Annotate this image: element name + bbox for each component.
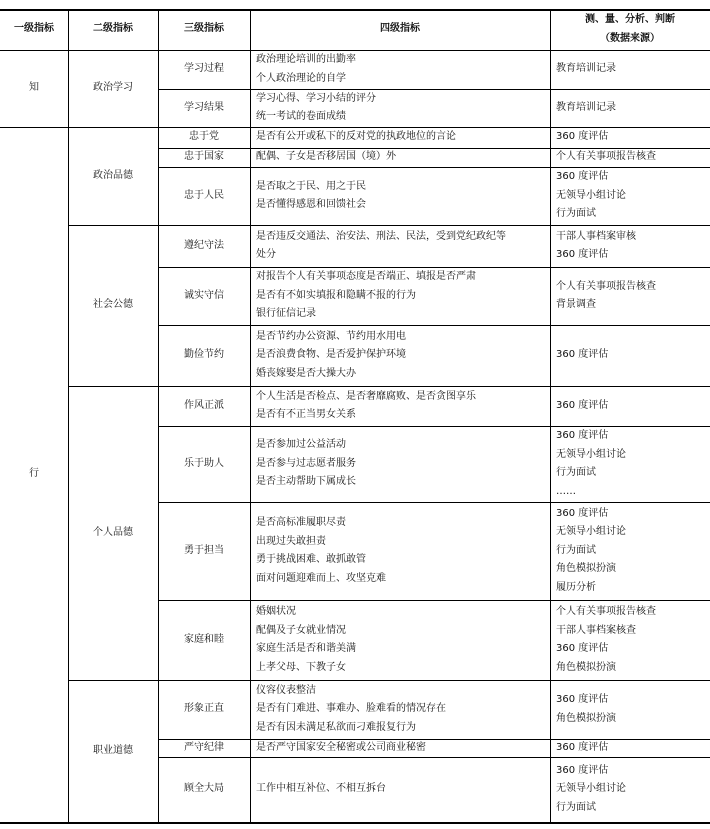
- level3-cell: [158, 680, 250, 739]
- level2-cell-text: 社会公德: [93, 299, 133, 311]
- header-level1: [0, 9, 68, 50]
- level4-cell-text: 仪容仪表整洁: [256, 684, 316, 696]
- source-cell-text: 角色模拟扮演: [556, 563, 616, 575]
- source-cell-text: 行为面试: [556, 208, 596, 220]
- header-level3-text: 三级指标: [184, 23, 224, 35]
- level4-cell-text: 婚姻状况: [256, 606, 296, 617]
- table-rule: [158, 325, 710, 326]
- level4-cell: [250, 267, 550, 325]
- level4-cell: [250, 127, 550, 148]
- level4-cell-text: 是否浪费食物、是否爱护保护环境: [256, 349, 406, 361]
- table-rule: [158, 267, 710, 268]
- table-rule: [158, 502, 710, 503]
- table-rule: [158, 167, 710, 168]
- level4-cell: [250, 386, 550, 426]
- level4-cell-text: 出现过失敢担责: [256, 535, 326, 547]
- level3-cell: [158, 386, 250, 426]
- level4-cell-text: 是否取之于民、用之于民: [256, 180, 366, 192]
- level3-cell: [158, 50, 250, 89]
- level4-cell: [250, 739, 550, 757]
- table-rule: [68, 680, 710, 681]
- level3-cell-text: 形象正直: [184, 703, 224, 715]
- level2-cell: [68, 127, 158, 225]
- source-cell-text: 无领导小组讨论: [556, 526, 626, 538]
- level4-cell-text: 是否高标准履职尽责: [256, 517, 346, 528]
- source-cell: [550, 502, 710, 600]
- level3-cell: [158, 127, 250, 148]
- source-cell-text: 个人有关事项报告核查: [556, 151, 656, 163]
- level4-cell-text: 是否严守国家安全秘密或公司商业秘密: [256, 741, 426, 753]
- source-cell: [550, 757, 710, 822]
- source-cell-text: 360 度评估: [556, 399, 609, 411]
- header-level2: [68, 9, 158, 50]
- level1-cell: [0, 127, 68, 822]
- table-rule: [0, 822, 710, 824]
- source-cell: [550, 386, 710, 426]
- level3-cell-text: 严守纪律: [184, 741, 224, 753]
- header-level4-text: 四级指标: [380, 23, 420, 35]
- level1-cell-text: 行: [29, 468, 39, 480]
- level4-cell-text: 配偶、子女是否移居国（境）外: [256, 151, 396, 163]
- level1-cell: [0, 50, 68, 127]
- level3-cell-text: 乐于助人: [184, 457, 224, 469]
- level4-cell-text: 是否节约办公资源、节约用水用电: [256, 330, 406, 342]
- level3-cell-text: 遵纪守法: [184, 239, 224, 251]
- source-cell: [550, 600, 710, 680]
- source-cell-text: 360 度评估: [556, 741, 609, 753]
- source-cell-text: 360 度评估: [556, 131, 609, 143]
- table-rule: [158, 757, 710, 758]
- level3-cell: [158, 325, 250, 386]
- source-cell: [550, 127, 710, 148]
- level4-cell-text: 配偶及子女就业情况: [256, 624, 346, 636]
- source-cell-text: 个人有关事项报告核查: [556, 280, 656, 292]
- level4-cell-text: 统一考试的卷面成绩: [256, 111, 346, 122]
- table-rule: [158, 89, 710, 90]
- header-level4: [250, 9, 550, 50]
- level4-cell-text: 对报告个人有关事项态度是否端正、填报是否严肃: [256, 271, 476, 283]
- level2-cell-text: 个人品德: [93, 526, 133, 538]
- level4-cell: [250, 502, 550, 600]
- level4-cell-text: 是否参加过公益活动: [256, 439, 346, 451]
- level4-cell-text: 家庭生活是否和谐美满: [256, 643, 356, 654]
- level4-cell-text: 学习心得、学习小结的评分: [256, 92, 376, 104]
- source-cell-text: 角色模拟扮演: [556, 712, 616, 724]
- level3-cell-text: 顾全大局: [184, 783, 224, 795]
- table-column-rule: [550, 9, 551, 822]
- level4-cell: [250, 89, 550, 127]
- level4-cell: [250, 600, 550, 680]
- source-cell-text: 行为面试: [556, 467, 596, 478]
- level3-cell: [158, 225, 250, 267]
- level3-cell: [158, 739, 250, 757]
- source-cell: [550, 89, 710, 127]
- source-cell-text: 行为面试: [556, 544, 596, 556]
- source-cell-text: 背景调查: [556, 299, 596, 310]
- level3-cell-text: 忠于国家: [184, 151, 224, 163]
- source-cell: [550, 50, 710, 89]
- level2-cell: [68, 680, 158, 822]
- level4-cell-text: 是否有不如实填报和隐瞒不报的行为: [256, 289, 416, 301]
- level4-cell: [250, 148, 550, 167]
- header-level1-text: 一级指标: [14, 23, 54, 35]
- source-cell-text: 无领导小组讨论: [556, 189, 626, 201]
- source-cell-text: 360 度评估: [556, 507, 609, 519]
- level4-cell-text: 个人政治理论的自学: [256, 72, 346, 84]
- level4-cell-text: 政治理论培训的出勤率: [256, 54, 356, 65]
- level3-cell-text: 家庭和睦: [184, 633, 224, 645]
- level3-cell-text: 勇于担当: [184, 544, 224, 556]
- source-cell-text: 履历分析: [556, 581, 596, 593]
- header-source: [550, 9, 710, 50]
- source-cell: [550, 225, 710, 267]
- source-cell-text: ……: [556, 485, 576, 497]
- level3-cell-text: 学习结果: [184, 101, 224, 113]
- level3-cell-text: 作风正派: [184, 399, 224, 411]
- source-cell: [550, 167, 710, 225]
- level3-cell-text: 勤俭节约: [184, 349, 224, 361]
- level4-cell-text: 个人生活是否检点、是否奢靡腐败、是否贪图享乐: [256, 390, 476, 402]
- level4-cell: [250, 325, 550, 386]
- table-rule: [158, 148, 710, 149]
- level4-cell-text: 是否有不正当男女关系: [256, 409, 356, 420]
- header-level2-text: 二级指标: [93, 23, 133, 35]
- header-level3: [158, 9, 250, 50]
- source-cell-text: 360 度评估: [556, 694, 609, 705]
- level3-cell: [158, 148, 250, 167]
- level2-cell-text: 政治品德: [93, 169, 133, 181]
- table-rule: [158, 739, 710, 740]
- level4-cell-text: 是否参与过志愿者服务: [256, 457, 356, 469]
- level3-cell: [158, 167, 250, 225]
- table-rule: [68, 225, 710, 226]
- level3-cell-text: 忠于党: [189, 131, 219, 143]
- level3-cell-text: 学习过程: [184, 63, 224, 75]
- source-cell-text: 角色模拟扮演: [556, 661, 616, 673]
- level2-cell-text: 政治学习: [93, 82, 133, 94]
- source-cell: [550, 325, 710, 386]
- level4-cell-text: 勇于挑战困难、敢抓敢管: [256, 554, 366, 565]
- source-cell: [550, 148, 710, 167]
- level4-cell: [250, 426, 550, 502]
- source-cell-text: 教育培训记录: [556, 63, 616, 75]
- table-column-rule: [68, 9, 69, 822]
- table-rule: [68, 386, 710, 387]
- level4-cell: [250, 680, 550, 739]
- level3-cell: [158, 757, 250, 822]
- source-cell-text: 360 度评估: [556, 764, 609, 776]
- source-cell-text: 360 度评估: [556, 643, 609, 654]
- level2-cell: [68, 386, 158, 680]
- source-cell-text: 360 度评估: [556, 349, 609, 361]
- source-cell: [550, 426, 710, 502]
- header-source-text: （数据来源）: [600, 32, 660, 44]
- source-cell: [550, 739, 710, 757]
- level4-cell-text: 工作中相互补位、不相互拆台: [256, 783, 386, 795]
- level3-cell-text: 诚实守信: [184, 289, 224, 301]
- source-cell-text: 行为面试: [556, 801, 596, 813]
- source-cell-text: 教育培训记录: [556, 101, 616, 113]
- source-cell: [550, 680, 710, 739]
- level4-cell-text: 是否主动帮助下属成长: [256, 476, 356, 488]
- table-rule: [0, 9, 710, 11]
- level4-cell-text: 是否懂得感恩和回馈社会: [256, 199, 366, 210]
- source-cell-text: 360 度评估: [556, 249, 609, 260]
- level4-cell-text: 婚丧嫁娶是否大操大办: [256, 367, 356, 379]
- level3-cell-text: 忠于人民: [184, 189, 224, 201]
- header-source-text: 测、量、分析、判断: [585, 14, 675, 25]
- table-rule: [0, 127, 710, 128]
- level2-cell: [68, 225, 158, 386]
- table-column-rule: [250, 9, 251, 822]
- level4-cell-text: 上孝父母、下教子女: [256, 661, 346, 673]
- level4-cell: [250, 225, 550, 267]
- level4-cell: [250, 757, 550, 822]
- level4-cell: [250, 50, 550, 89]
- level2-cell-text: 职业道德: [93, 744, 133, 756]
- source-cell-text: 干部人事档案审核: [556, 230, 636, 242]
- level3-cell: [158, 600, 250, 680]
- table-rule: [158, 600, 710, 601]
- level4-cell-text: 是否有门难进、事难办、脸难看的情况存在: [256, 703, 446, 715]
- level3-cell: [158, 426, 250, 502]
- level3-cell: [158, 89, 250, 127]
- source-cell-text: 360 度评估: [556, 171, 609, 183]
- level1-cell-text: 知: [29, 82, 39, 94]
- level3-cell: [158, 502, 250, 600]
- source-cell: [550, 267, 710, 325]
- level4-cell-text: 是否有因未满足私欲而刁难报复行为: [256, 721, 416, 733]
- source-cell-text: 干部人事档案核查: [556, 624, 636, 636]
- level4-cell: [250, 167, 550, 225]
- source-cell-text: 无领导小组讨论: [556, 783, 626, 795]
- source-cell-text: 个人有关事项报告核查: [556, 606, 656, 617]
- table-rule: [158, 426, 710, 427]
- level4-cell-text: 面对问题迎难而上、攻坚克难: [256, 572, 386, 584]
- level4-cell-text: 银行征信记录: [256, 308, 316, 320]
- level4-cell-text: 是否有公开或私下的反对党的执政地位的言论: [256, 131, 456, 143]
- level4-cell-text: 是否违反交通法、治安法、刑法、民法，受到党纪政纪等: [256, 230, 506, 242]
- table-rule: [0, 50, 710, 51]
- table-column-rule: [158, 9, 159, 822]
- level3-cell: [158, 267, 250, 325]
- level2-cell: [68, 50, 158, 127]
- level4-cell-text: 处分: [256, 249, 276, 260]
- source-cell-text: 无领导小组讨论: [556, 448, 626, 460]
- source-cell-text: 360 度评估: [556, 430, 609, 441]
